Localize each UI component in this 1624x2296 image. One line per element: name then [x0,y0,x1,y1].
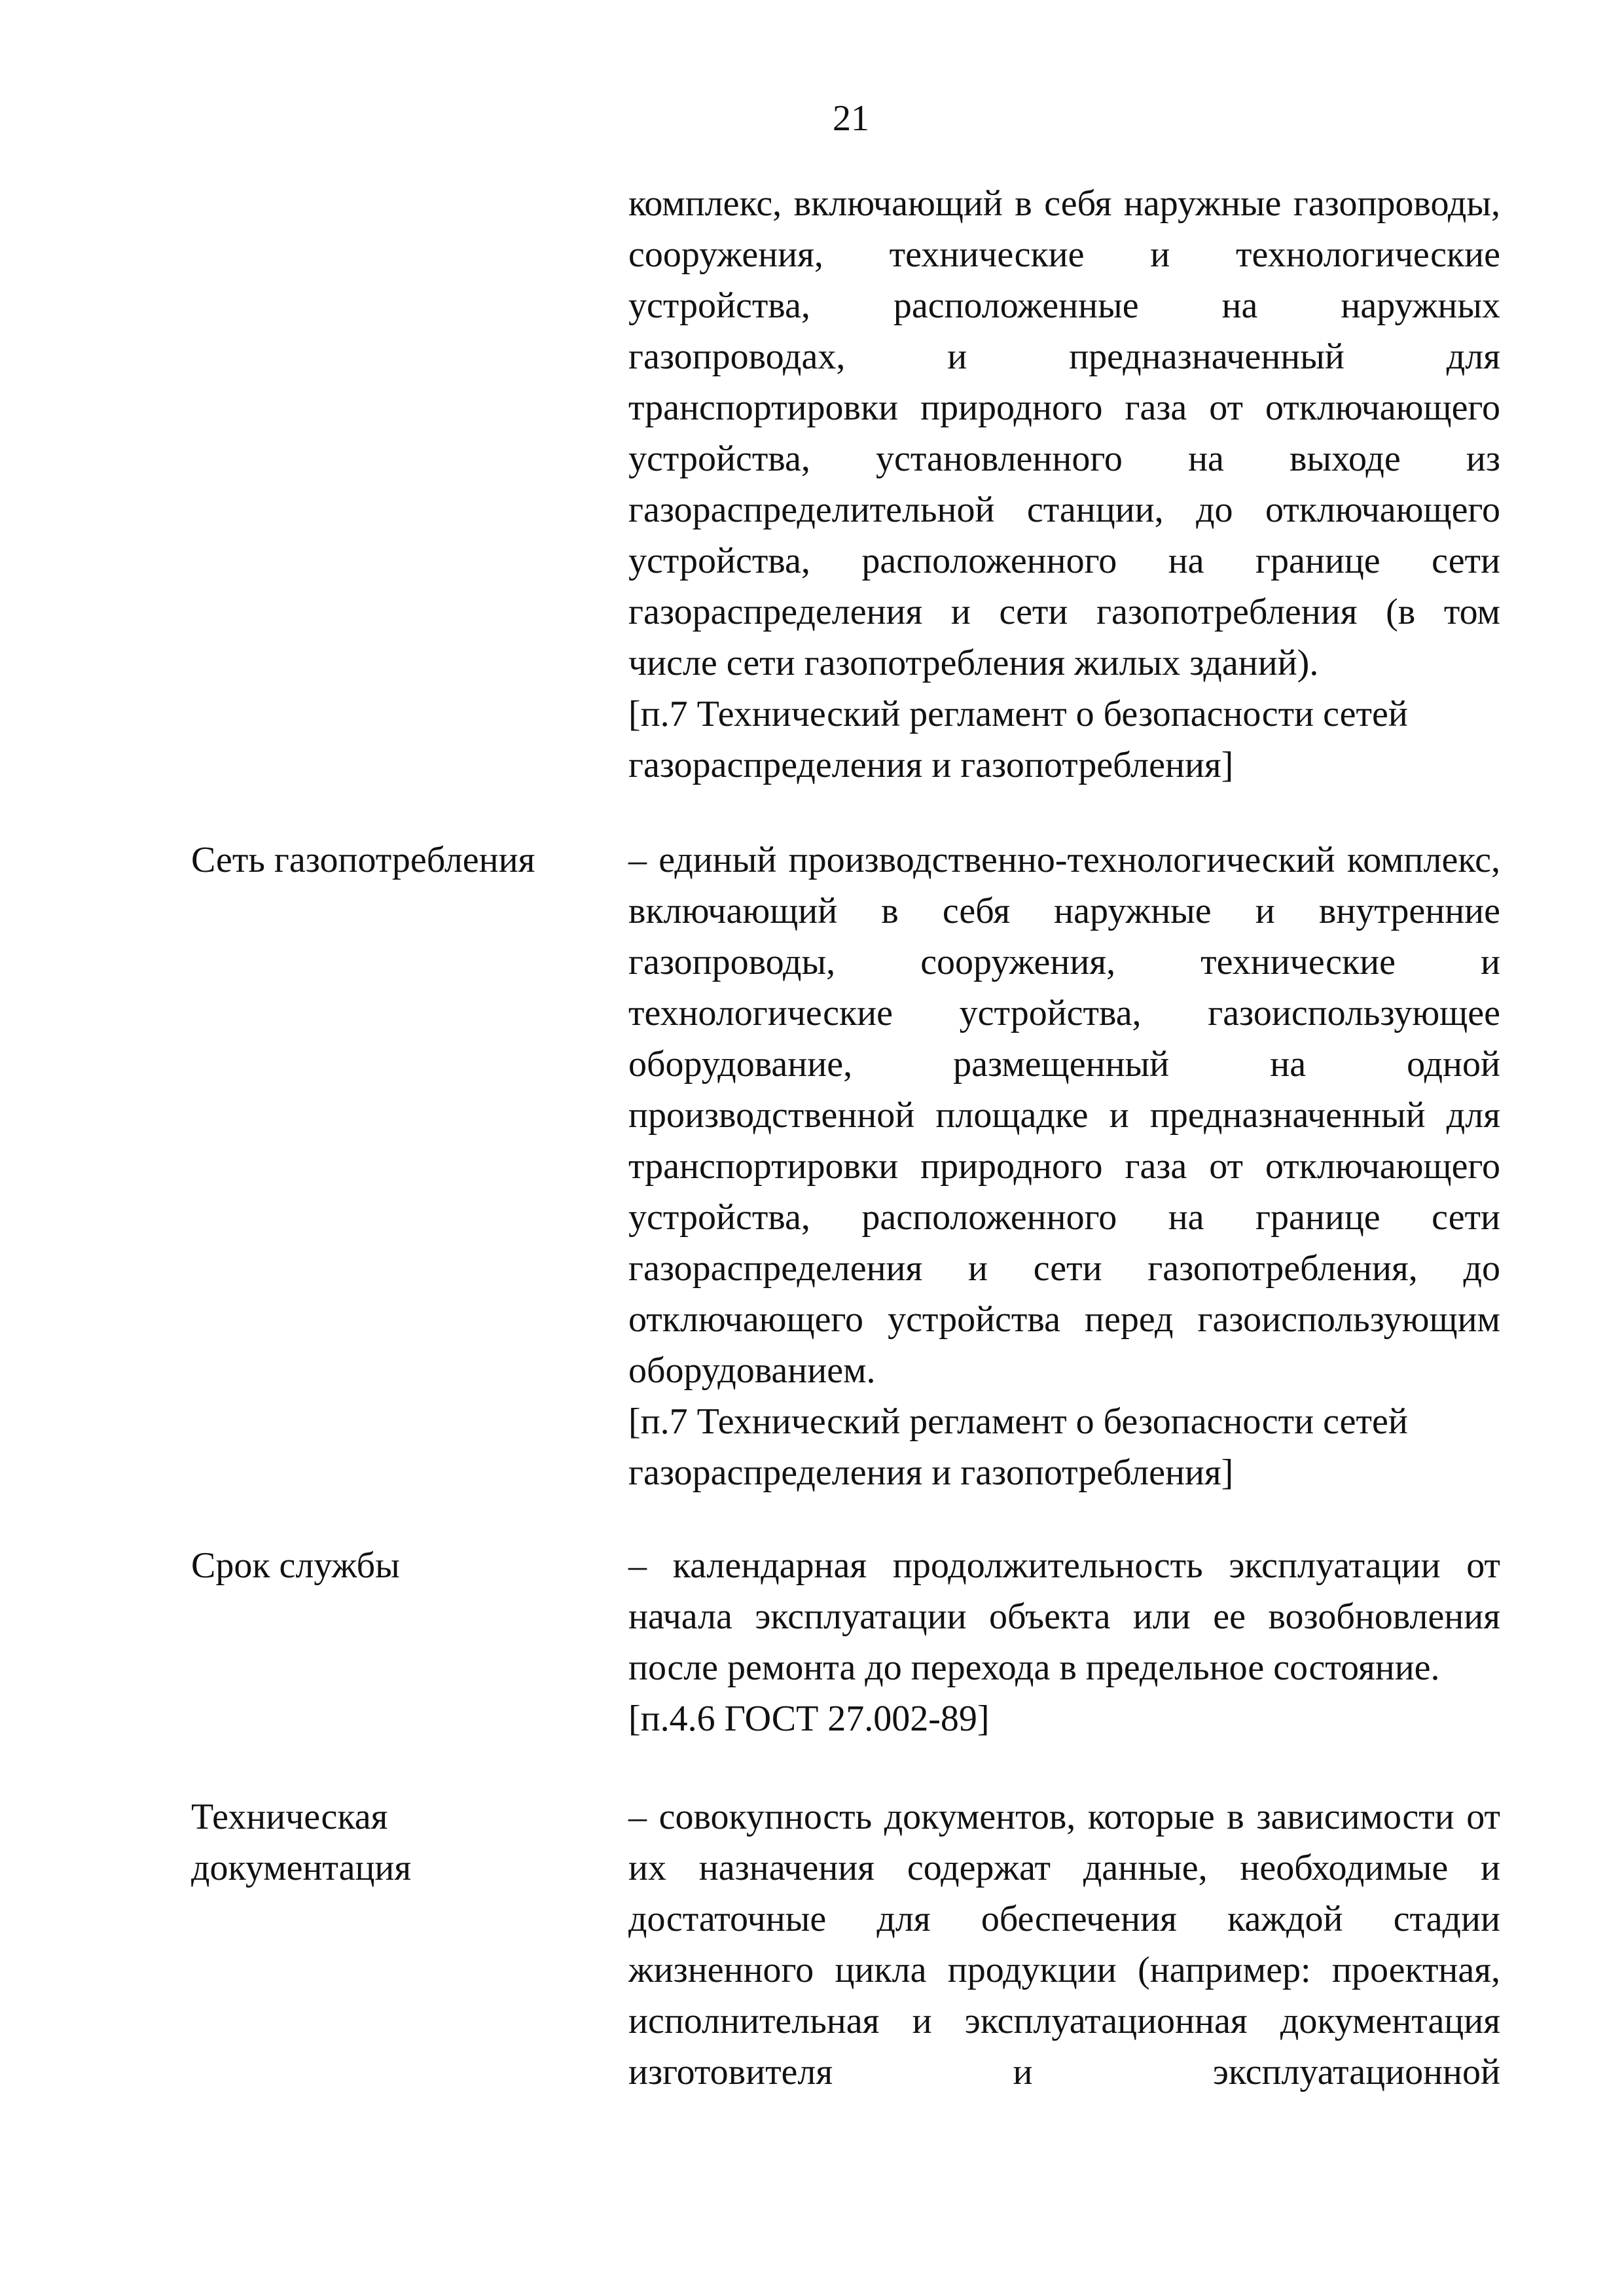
term-service-life: Срок службы [191,1545,400,1586]
definition-reference: [п.7 Технический регламент о безопасности сетей газораспределения и газопотребления] [628,694,1408,785]
definition-text: комплекс, включающий в себя наружные газопроводы, сооружения, технические и технологические устройства, расположенные на наружных газопроводах, и предназначенный для транспортировки природного газа от отключающего устройства, установленного на выходе из газораспределительной станции, до отключающего устройства, расположенного на границе сети газораспределения и сети газопотребления (в том числе сети газопотребления жилых зданий). [628,183,1500,683]
definition-service-life [628,1540,1500,1744]
definition-technical-documentation [628,1791,1500,2098]
definition-text: – календарная продолжительность эксплуатации от начала эксплуатации объекта или ее возобновления после ремонта до перехода в предельное состояние. [628,1545,1500,1688]
term-gas-consumption-network: Сеть газопотребления [191,840,535,880]
definition-text: – совокупность документов, которые в зависимости от их назначения содержат данные, необходимые и достаточные для обеспечения каждой стадии жизненного цикла продукции (например: проектная, исполнительная и эксплуатационная документация изготовителя и эксплуатационной [628,1797,1500,2092]
term-technical-documentation: Техническая документация [191,1797,412,1888]
page-number: 21 [833,98,869,139]
definition-reference: [п.4.6 ГОСТ 27.002-89] [628,1698,990,1739]
definition-text: – единый производственно-технологический комплекс, включающий в себя наружные и внутренние газопроводы, сооружения, технические и технологические устройства, газоиспользующее оборудование, размещенный на одной производственной площадке и предназначенный для транспортировки природного газа от отключающего устройства, расположенного на границе сети газораспределения и сети газопотребления, до отключающего устройства перед газоиспользующим оборудованием. [628,840,1500,1391]
definition-gas-distribution-network [628,178,1500,791]
definition-reference: [п.7 Технический регламент о безопасности сетей газораспределения и газопотребления] [628,1401,1408,1493]
definition-gas-consumption-network [628,834,1500,1498]
